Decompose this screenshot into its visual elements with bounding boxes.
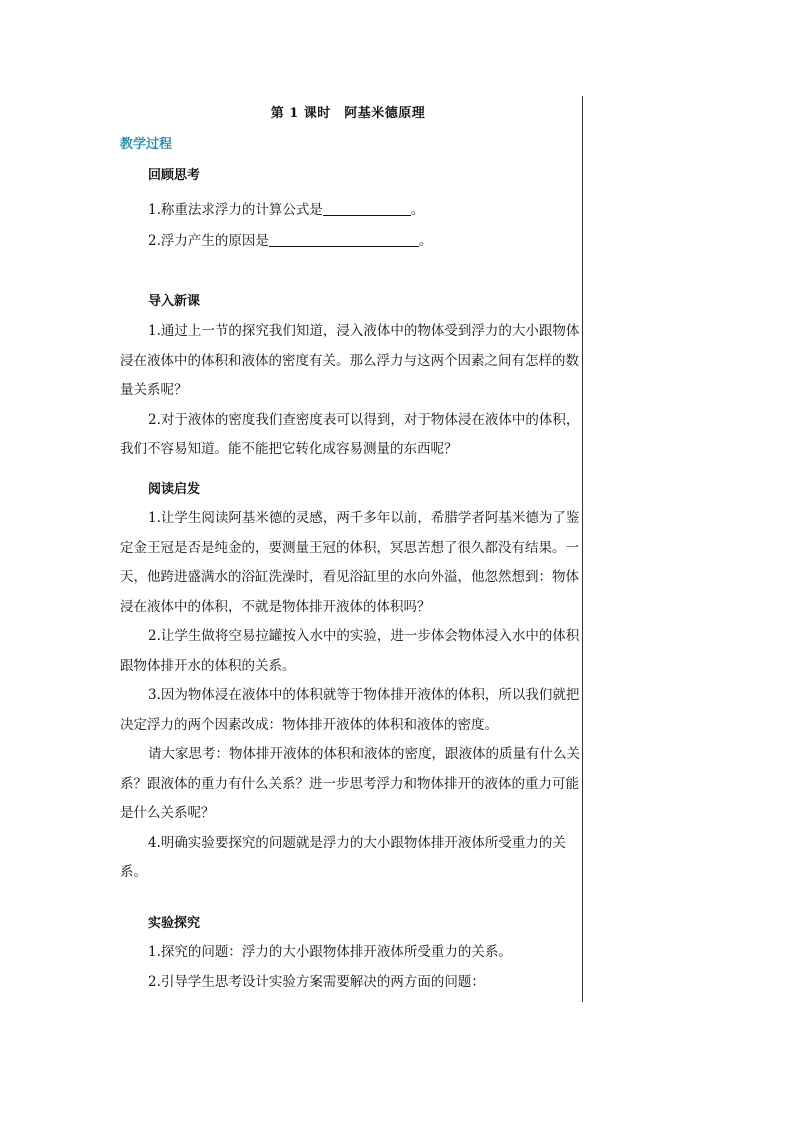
reading-paragraph-1: 1.让学生阅读阿基米德的灵感，两千多年以前，希腊学者阿基米德为了鉴定金王冠是否是纯金的，要测量王冠的体积，冥思苦想了很久都没有结果。一天，他跨进盛满水的浴缸洗澡时，看见浴缸里的水向外溢，他忽然想到：物体浸在液体中的体积，不就是物体排开液体的体积吗？ [120, 510, 580, 615]
answer-blank-2[interactable] [269, 232, 419, 247]
intro-paragraph-2: 2.对于液体的密度我们查密度表可以得到，对于物体浸在液体中的体积，我们不容易知道。能不能把它转化成容易测量的东西呢？ [120, 411, 580, 457]
intro-paragraph-1: 1.通过上一节的探究我们知道，浸入液体中的物体受到浮力的大小跟物体浸在液体中的体积和液体的密度有关。那么浮力与这两个因素之间有怎样的数量关系呢？ [120, 323, 580, 398]
review-q2-text: 2.浮力产生的原因是 [148, 233, 269, 249]
review-q1-text: 1.称重法求浮力的计算公式是 [148, 202, 323, 218]
experiment-paragraph-2: 2.引导学生思考设计实验方案需要解决的两方面的问题： [148, 973, 485, 990]
intro-body [120, 317, 580, 465]
review-heading: 回顾思考 [148, 168, 201, 183]
review-question-1: 1.称重法求浮力的计算公式是 。 [148, 202, 425, 218]
review-question-2: 2.浮力产生的原因是 。 [148, 233, 433, 249]
experiment-paragraph-1: 1.探究的问题：浮力的大小跟物体排开液体所受重力的关系。 [148, 944, 512, 960]
intro-heading: 导入新课 [148, 294, 201, 309]
section-heading: 教学过程 [120, 137, 173, 152]
answer-blank-1[interactable] [323, 201, 411, 216]
margin-rule [582, 96, 583, 1002]
reading-body [120, 504, 580, 888]
reading-paragraph-4: 请大家思考：物体排开液体的体积和液体的密度，跟液体的质量有什么关系？跟液体的重力有什么关系？进一步思考浮力和物体排开的液体的重力可能是什么关系呢？ [120, 746, 580, 821]
reading-paragraph-5: 4.明确实验要探究的问题就是浮力的大小跟物体排开液体所受重力的关系。 [120, 834, 566, 880]
page-title: 第 1 课时 阿基米德原理 [270, 106, 426, 121]
experiment-body [120, 938, 580, 997]
reading-paragraph-3: 3.因为物体浸在液体中的体积就等于物体排开液体的体积，所以我们就把决定浮力的两个因素改成：物体排开液体的体积和液体的密度。 [120, 687, 580, 733]
reading-paragraph-2: 2.让学生做将空易拉罐按入水中的实验，进一步体会物体浸入水中的体积跟物体排开水的体积的关系。 [120, 628, 580, 674]
reading-heading: 阅读启发 [148, 482, 201, 497]
experiment-heading: 实验探究 [148, 916, 201, 931]
